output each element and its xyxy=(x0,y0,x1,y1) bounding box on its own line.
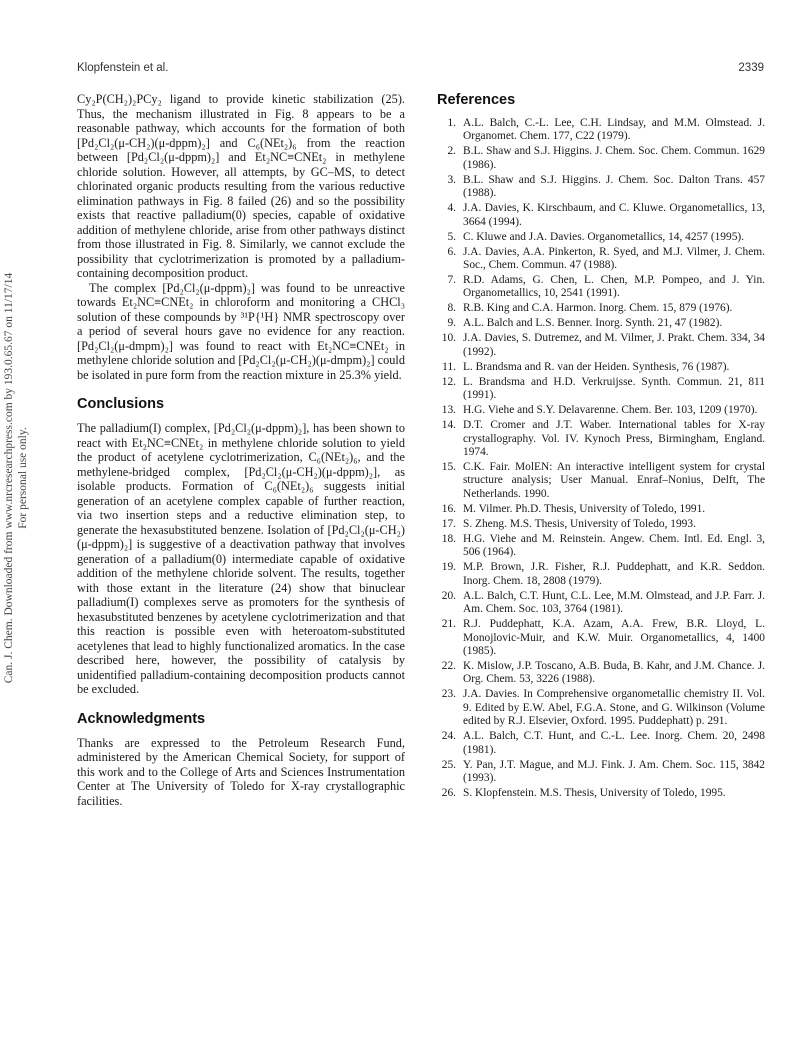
reference-item: 24. A.L. Balch, C.T. Hunt, and C.-L. Lee. Inorg. Chem. 20, 2498 (1981). xyxy=(441,730,765,756)
reference-item: 2. B.L. Shaw and S.J. Higgins. J. Chem. Soc. Chem. Commun. 1629 (1986). xyxy=(447,145,765,171)
reference-item: 19. M.P. Brown, J.R. Fisher, R.J. Puddephatt, and K.R. Seddon. Inorg. Chem. 18, 2808 (1979). xyxy=(441,561,765,587)
reference-item: 22. K. Mislow, J.P. Toscano, A.B. Buda, B. Kahr, and J.M. Chance. J. Org. Chem. 53, 3226 (1988). xyxy=(441,659,765,686)
left-column xyxy=(77,92,405,808)
reference-item: 18. H.G. Viehe and M. Reinstein. Angew. Chem. Intl. Ed. Engl. 3, 506 (1964). xyxy=(441,532,765,559)
conclusions-heading: Conclusions xyxy=(77,396,165,412)
running-head-authors: Klopfenstein et al. xyxy=(77,62,169,74)
watermark-line-1: Can. J. Chem. Downloaded from www.nrcresearchpress.com by 193.0.65.67 on 11/17/14 xyxy=(3,272,15,684)
discussion-paragraph-1: Cy₂P(CH₂)₂PCy₂ ligand to provide kinetic stabilization (25). Thus, the mechanism illustrated in Fig. 8 appears to be a reasonable pathway, which accounts for the formation of both [Pd₂Cl₂(μ-CH₂)(μ-dppm)₂] and C₆(NEt₂)₆ from the reaction between [Pd₂Cl₂(μ-dppm)₂] and Et₂NC≡CNEt₂ in methylene chloride solution. However, all attempts, by GC–MS, to detect chlorinated organic products resulting from the various reductive elimination pathways in Fig. 8 failed (26) and so the possibility exists that reactive palladium(0) species, capable of oxidative addition of methylene chloride, arise from other pathways distinct from those illustrated in Fig. 8. Similarly, we cannot exclude the possibility that cyclotrimerization is promoted by a palladium-containing decomposition product. xyxy=(77,92,405,280)
reference-item: 1. A.L. Balch, C.-L. Lee, C.H. Lindsay, and M.M. Olmstead. J. Organomet. Chem. 177, C22 (1979). xyxy=(447,117,765,143)
acknowledgments-paragraph: Thanks are expressed to the Petroleum Research Fund, administered by the American Chemical Society, for support of this work and to the College of Arts and Sciences Instrumentation Center at The University of Toledo for X-ray crystallographic facilities. xyxy=(77,735,405,808)
reference-item: 17. S. Zheng. M.S. Thesis, University of Toledo, 1993. xyxy=(441,517,696,530)
page-number: 2339 xyxy=(738,62,764,74)
reference-item: 8. R.B. King and C.A. Harmon. Inorg. Chem. 15, 879 (1976). xyxy=(447,302,733,315)
watermark-line-2: For personal use only. xyxy=(17,427,29,529)
acknowledgments-heading: Acknowledgments xyxy=(77,710,206,727)
reference-list xyxy=(437,117,765,800)
conclusions-paragraph: The palladium(I) complex, [Pd₂Cl₂(μ-dppm)₂], has been shown to react with Et₂NC≡CNEt₂ in methylene chloride solution to yield the product of acetylene cyclotrimerization, C₆(NEt₂)₆, and the methylene-bridged complex, [Pd₂Cl₂(μ-CH₂)(μ-dppm)₂], as isolable products. Formation of C₆(NEt₂)₆ suggests initial generation of an acetylene complex capable of further reaction, via two insertion steps and a reductive elimination step, to generate the hexasubstituted benzene. Isolation of [Pd₂Cl₂(μ-CH₂)(μ-dppm)₂] is suggestive of a deactivation pathway that involves generation of a palladium(0) intermediate capable of oxidative addition of the methylene chloride solvent. The results, together with those extant in the literature (24) show that binuclear palladium(I) complexes serve as promoters for the synthesis of hexasubstituted benzenes by acetylene cyclotrimerization and that this reaction is possible even with heteroatom-substituted acetylenes that lead to highly functionalized aromatics. In the case described here, however, the possibility of catalysis by unidentified palladium-containing decomposition products cannot be excluded. xyxy=(77,421,405,696)
references-heading: References xyxy=(437,92,516,108)
discussion-paragraph-2: The complex [Pd₂Cl₂(μ-dppm)₂] was found to be unreactive towards Et₂NC≡CNEt₂ in chloroform and monitoring a CHCl₃ solution of these compounds by ³¹P{¹H} NMR spectroscopy over a period of several hours gave no evidence for any reaction. [Pd₂Cl₂(μ-dmpm)₂] was found to react with Et₂NC≡CNEt₂ in methylene chloride solution and [Pd₂Cl₂(μ-CH₂)(μ-dmpm)₂] could be isolated in pure form from the reaction mixture in 25.3% yield. xyxy=(77,280,405,382)
reference-item: 16. M. Vilmer. Ph.D. Thesis, University of Toledo, 1991. xyxy=(441,502,706,515)
reference-item: 3. B.L. Shaw and S.J. Higgins. J. Chem. Soc. Dalton Trans. 457 (1988). xyxy=(447,173,765,200)
reference-item: 12. L. Brandsma and H.D. Verkruijsse. Synth. Commun. 21, 811 (1991). xyxy=(441,375,765,402)
reference-item: 15. C.K. Fair. MolEN: An interactive intelligent system for crystal structure analysis; User Manual. Enraf–Nonius, Delft, The Netherlands. 1990. xyxy=(441,461,765,500)
reference-item: 14. D.T. Cromer and J.T. Waber. International tables for X-ray crystallography. Vol. IV. Kynoch Press, Birmingham, England. 1974. xyxy=(441,419,765,459)
reference-item: 11. L. Brandsma and R. van der Heiden. Synthesis, 76 (1987). xyxy=(442,360,730,373)
reference-item: 13. H.G. Viehe and S.Y. Delavarenne. Chem. Ber. 103, 1209 (1970). xyxy=(441,404,758,417)
reference-item: 6. J.A. Davies, A.A. Pinkerton, R. Syed, and M.J. Vilmer, J. Chem. Soc., Chem. Commun. 47 (1988). xyxy=(447,245,765,272)
reference-item: 4. J.A. Davies, K. Kirschbaum, and C. Kluwe. Organometallics, 13, 3664 (1994). xyxy=(447,202,765,228)
reference-item: 20. A.L. Balch, C.T. Hunt, C.L. Lee, M.M. Olmstead, and J.P. Farr. J. Am. Chem. Soc. 103, 3764 (1981). xyxy=(441,589,765,616)
reference-item: 5. C. Kluwe and J.A. Davies. Organometallics, 14, 4257 (1995). xyxy=(447,230,745,243)
reference-item: 26. S. Klopfenstein. M.S. Thesis, University of Toledo, 1995. xyxy=(441,786,726,799)
download-watermark xyxy=(2,268,32,688)
reference-item: 9. A.L. Balch and L.S. Benner. Inorg. Synth. 21, 47 (1982). xyxy=(447,317,723,330)
reference-item: 21. R.J. Puddephatt, K.A. Azam, A.A. Frew, B.R. Lloyd, L. Monojlovic-Muir, and K.W. Muir. Organometallics, 4, 1400 (1985). xyxy=(441,618,765,657)
reference-item: 25. Y. Pan, J.T. Mague, and M.J. Fink. J. Am. Chem. Soc. 115, 3842 (1993). xyxy=(441,758,765,784)
right-column xyxy=(437,92,765,802)
reference-item: 23. J.A. Davies. In Comprehensive organometallic chemistry II. Vol. 9. Edited by E.W. Abel, F.G.A. Stone, and G. Wilkinson (Volume edited by R.J. Elsevier, Oxford. 1995. Puddephatt) p. 291. xyxy=(441,688,765,728)
reference-item: 10. J.A. Davies, S. Dutremez, and M. Vilmer, J. Prakt. Chem. 334, 34 (1992). xyxy=(441,332,765,358)
reference-item: 7. R.D. Adams, G. Chen, L. Chen, M.P. Pompeo, and J. Yin. Organometallics, 10, 2541 (1991). xyxy=(447,274,765,300)
